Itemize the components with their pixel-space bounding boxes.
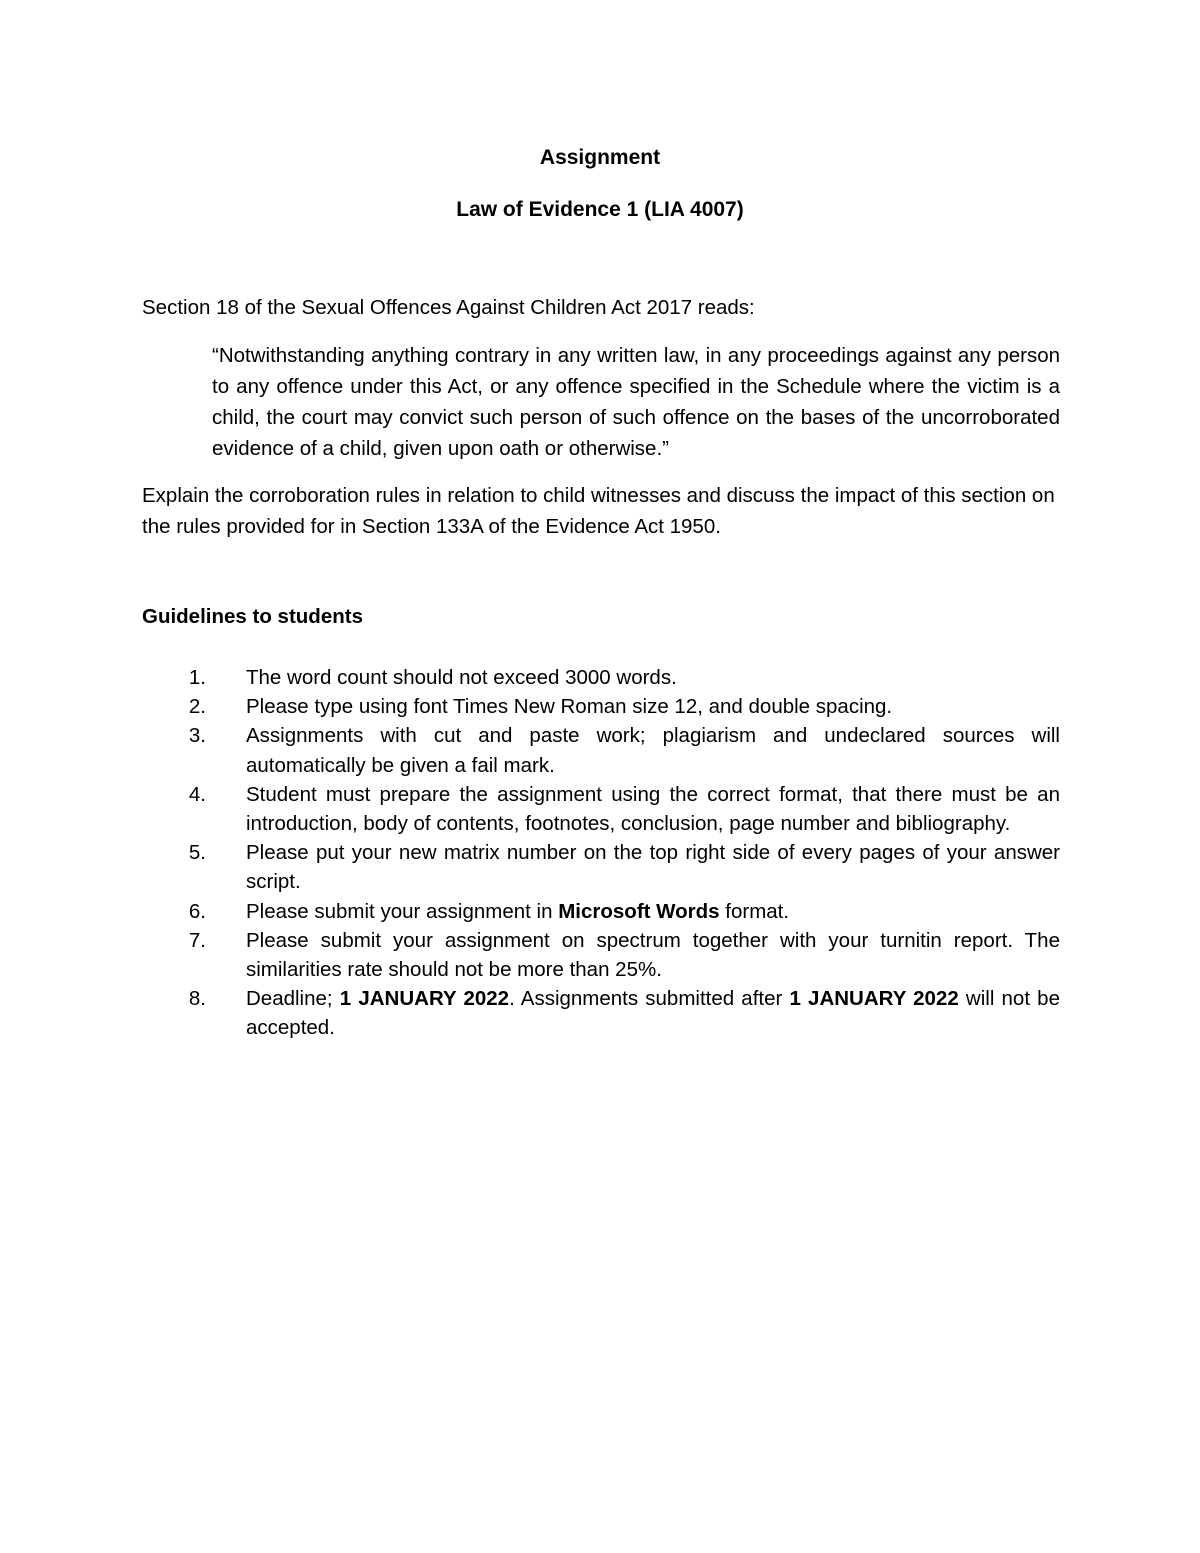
list-item-text bbox=[246, 897, 1060, 926]
list-item bbox=[142, 897, 1060, 926]
guidelines-heading: Guidelines to students bbox=[142, 605, 363, 628]
list-item-number: 2. bbox=[188, 695, 206, 719]
list-item-number: 1. bbox=[188, 666, 206, 689]
list-item-number: 8. bbox=[188, 987, 206, 1011]
list-item-number: 4. bbox=[188, 782, 206, 806]
document-title: Assignment bbox=[539, 146, 661, 169]
list-item-number: 3. bbox=[188, 724, 206, 748]
list-item bbox=[142, 663, 1060, 692]
instruction-paragraph: Explain the corroboration rules in relation to child witnesses and discuss the impact of this section on the rules provided for in Section 133A of the Evidence Act 1950. bbox=[142, 484, 1055, 538]
text-segment: Deadline; bbox=[246, 987, 340, 1011]
list-item-text bbox=[246, 984, 1060, 1042]
intro-paragraph: Section 18 of the Sexual Offences Against Children Act 2017 reads: bbox=[142, 296, 755, 319]
list-item bbox=[142, 984, 1060, 1042]
text-segment: format. bbox=[719, 899, 790, 923]
list-item-text: Please type using font Times New Roman size 12, and double spacing. bbox=[246, 695, 893, 719]
list-item bbox=[142, 692, 1060, 721]
text-segment: will not be accepted. bbox=[246, 987, 1060, 1040]
list-item-text: Please submit your assignment on spectrum together with your turnitin report. The similarities rate should not be more than 25%. bbox=[246, 928, 1060, 982]
document-subtitle: Law of Evidence 1 (LIA 4007) bbox=[456, 198, 744, 221]
list-item-number: 6. bbox=[188, 899, 206, 923]
guidelines-list bbox=[142, 663, 1060, 1043]
list-item-number: 5. bbox=[188, 841, 206, 865]
text-segment: . Assignments submitted after bbox=[509, 987, 790, 1011]
list-item-text: Assignments with cut and paste work; plagiarism and undeclared sources will automatically be given a fail mark. bbox=[246, 724, 1060, 777]
text-segment: Please submit your assignment in bbox=[246, 899, 559, 923]
list-item bbox=[142, 780, 1060, 838]
quoted-section: “Notwithstanding anything contrary in any written law, in any proceedings against any person to any offence under this Act, or any offence specified in the Schedule where the victim is a child, the court may convict such person of such offence on the bases of the uncorroborated evidence of a child, given upon oath or otherwise.” bbox=[212, 344, 1060, 460]
bold-text: 1 JANUARY 2022 bbox=[789, 987, 959, 1011]
list-item-text: Please put your new matrix number on the top right side of every pages of your answer script. bbox=[246, 841, 1060, 894]
list-item bbox=[142, 838, 1060, 896]
list-item bbox=[142, 926, 1060, 984]
list-item-number: 7. bbox=[188, 928, 206, 952]
list-item-text: Student must prepare the assignment using the correct format, that there must be an introduction, body of contents, footnotes, conclusion, page number and bibliography. bbox=[246, 782, 1060, 836]
bold-text: Microsoft Words bbox=[558, 899, 720, 923]
list-item bbox=[142, 721, 1060, 779]
bold-text: 1 JANUARY 2022 bbox=[339, 987, 510, 1011]
list-item-text: The word count should not exceed 3000 words. bbox=[246, 666, 677, 689]
